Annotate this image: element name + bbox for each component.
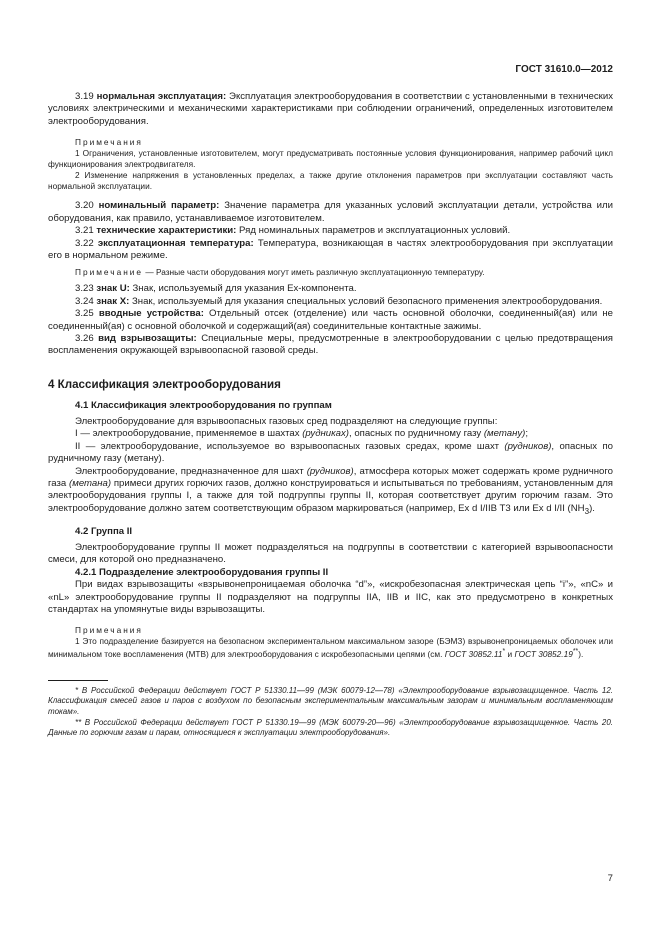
- text-run: II — электрооборудование, используемое во взрывоопасных газовых средах, кроме шахт: [75, 440, 505, 452]
- clause-text: Эксплуатация электрооборудования в соответствии с установленными в технических условиях электрическими и механическими характеристиками при соблюдении ограничений, определенных изготовителем электрооборудования.: [48, 91, 613, 127]
- clause-3-26: [48, 333, 613, 358]
- mining-equipment-paragraph: [48, 466, 613, 519]
- text-run: , атмосфера которых может содержать кроме рудничного газа: [48, 465, 613, 489]
- clause-3-19: [48, 91, 613, 128]
- text-run: I — электрооборудование, применяемое в шахтах: [75, 428, 303, 440]
- section-4-2-1-title: 4.2.1 Подразделение электрооборудования группы II: [75, 566, 329, 578]
- section-4-2-1-text: При видах взрывозащиты «взрывонепроницаемая оболочка “d”», «искробезопасная электрическая цепь “i”», «nC» и «nL» электрооборудование группы II подразделяют на подгруппы IIA, IIB и IIC, как это предусмотрено в конкретных стандартах на упомянутые виды взрывозащиты.: [48, 579, 613, 616]
- note-3-22: [48, 267, 613, 278]
- group-2-item: [48, 441, 613, 466]
- clause-number: 3.19: [75, 91, 97, 102]
- clause-3-24: [48, 296, 613, 308]
- clause-number: 3.22: [75, 237, 98, 249]
- notes-heading: Примечания: [75, 137, 143, 148]
- clause-3-21: [48, 225, 613, 237]
- clause-text: Специальные меры, предусмотренные в электрооборудовании с целью предотвращения воспламенения окружающей взрывоопасной газовой среды.: [48, 333, 614, 357]
- notes-heading: Примечания: [75, 625, 143, 636]
- text-run: , опасных по рудничному газу: [348, 428, 484, 440]
- section-4-title: 4 Классификация электрооборудования: [48, 377, 281, 391]
- clause-text: Температура, возникающая в частях электрооборудования при эксплуатации его в нормальном режиме.: [48, 237, 613, 262]
- text-run: (метану): [483, 428, 526, 440]
- text-run: ).: [589, 502, 595, 514]
- section-4-1-title: 4.1 Классификация электрооборудования по группам: [75, 399, 332, 411]
- clause-number: 3.20: [75, 200, 99, 212]
- text-run: , опасных по рудничному газу (метану).: [48, 440, 613, 465]
- page-content: [48, 91, 613, 739]
- section-4-1-intro: Электрооборудование для взрывоопасных газовых сред подразделяют на следующие группы:: [75, 415, 498, 427]
- text-run: ;: [525, 428, 529, 440]
- page-number: 7: [607, 873, 613, 884]
- clause-3-20: [48, 200, 613, 225]
- text-run: примеси других горючих газов, должно конструироваться и испытываться по требованиям, установленным для электрооборудования группы I, а также для той подгруппы группы II, которая соответствует другим горючим газам. Это электрооборудование должно затем соответствующим образом маркироваться (например, Ex d I/IIB T3 или Ex d I/II (NH: [48, 477, 613, 514]
- standard-header: ГОСТ 31610.0—2012: [515, 64, 613, 75]
- footnote: ** В Российской Федерации действует ГОСТ Р 51330.19—99 (МЭК 60079-20—96) «Электрооборудование взрывозащищенное. Часть 20. Данные по горючим газам и парам, относящиеся к эксплуатации электрооборудования».: [48, 717, 613, 738]
- clause-text: Знак, используемый для указания специальных условий безопасного применения электрооборудования.: [129, 295, 603, 307]
- note-item: [48, 636, 613, 659]
- clause-text: Знак, используемый для указания Ex-компонента.: [129, 283, 357, 295]
- text-run: и: [505, 649, 515, 660]
- text-run: ).: [578, 649, 584, 660]
- clause-term: номинальный параметр:: [98, 200, 220, 212]
- text-run: ГОСТ 30852.19: [514, 649, 573, 660]
- clause-term: знак U:: [96, 283, 130, 295]
- clause-number: 3.26: [75, 333, 99, 345]
- text-run: 1 Это подразделение базируется на безопасном экспериментальном максимальном зазоре (БЭМЗ) взрывонепроницаемых оболочек или минимальном токе воспламенения (МТВ) для электрооборудования с искробезопасными цепями (см.: [48, 636, 613, 660]
- note-item: 1 Ограничения, установленные изготовителем, могут предусматривать постоянные условия функционирования, например рабочий цикл функционирования электродвигателя.: [48, 148, 613, 170]
- clause-number: 3.23: [75, 283, 97, 295]
- spacer: [48, 191, 613, 200]
- clause-term: вид взрывозащиты:: [98, 333, 197, 345]
- clause-number: 3.21: [75, 225, 97, 237]
- text-run: (рудников): [504, 440, 552, 452]
- text-run: (метана): [69, 477, 112, 489]
- clause-3-22: [48, 238, 613, 263]
- footnote: * В Российской Федерации действует ГОСТ Р 51330.11—99 (МЭК 60079-12—78) «Электрооборудование взрывозащищенное. Часть 12. Классификация смесей газов и паров с воздухом по безопасным экспериментальным максимальным зазорам и минимальным воспламеняющим токам».: [48, 685, 613, 717]
- text-run: ГОСТ 30852.11: [444, 649, 503, 660]
- footnote-separator: [48, 680, 108, 681]
- clause-text: Отдельный отсек (отделение) или часть основной оболочки, соединенный(ая) или не соединенный(ая) с основной оболочкой и содержащий(ая) соединительные контактные зажимы.: [48, 308, 613, 332]
- text-run: (рудников): [306, 465, 354, 477]
- section-4-2-text: Электрооборудование группы II может подразделяться на подгруппы в соответствии с категорией взрывоопасности смеси, для которой оно предназначено.: [48, 542, 613, 566]
- footnote-ref: *: [502, 648, 506, 656]
- clause-term: вводные устройства:: [98, 308, 204, 320]
- clause-number: 3.24: [75, 295, 97, 307]
- clause-term: нормальная эксплуатация:: [96, 91, 227, 102]
- text-run: (рудниках): [302, 428, 349, 440]
- clause-term: эксплуатационная температура:: [97, 237, 254, 249]
- clause-term: знак X:: [96, 295, 130, 307]
- group-1-item: [48, 428, 613, 440]
- note-text: — Разные части оборудования могут иметь различную эксплуатационную температуру.: [143, 267, 485, 278]
- text-run: 3: [584, 506, 590, 516]
- spacer: [48, 518, 613, 522]
- clause-text: Ряд номинальных параметров и эксплуатационных условий.: [236, 225, 511, 237]
- clause-number: 3.25: [75, 308, 99, 320]
- clause-3-23: [48, 283, 613, 295]
- text-run: Электрооборудование, предназначенное для шахт: [75, 465, 307, 477]
- clause-text: Значение параметра для указанных условий эксплуатации детали, устройства или оборудования, как правило, устанавливаемое изготовителем.: [48, 200, 613, 224]
- clause-term: технические характеристики:: [96, 225, 237, 237]
- note-item: 2 Изменение напряжения в установленных пределах, а также другие отклонения параметров при эксплуатации составляют часть нормальной эксплуатации.: [48, 169, 613, 191]
- note-label: Примечание: [75, 267, 144, 278]
- footnote-ref: **: [572, 648, 579, 656]
- clause-3-25: [48, 308, 613, 333]
- section-4-2-title: 4.2 Группа II: [75, 526, 133, 538]
